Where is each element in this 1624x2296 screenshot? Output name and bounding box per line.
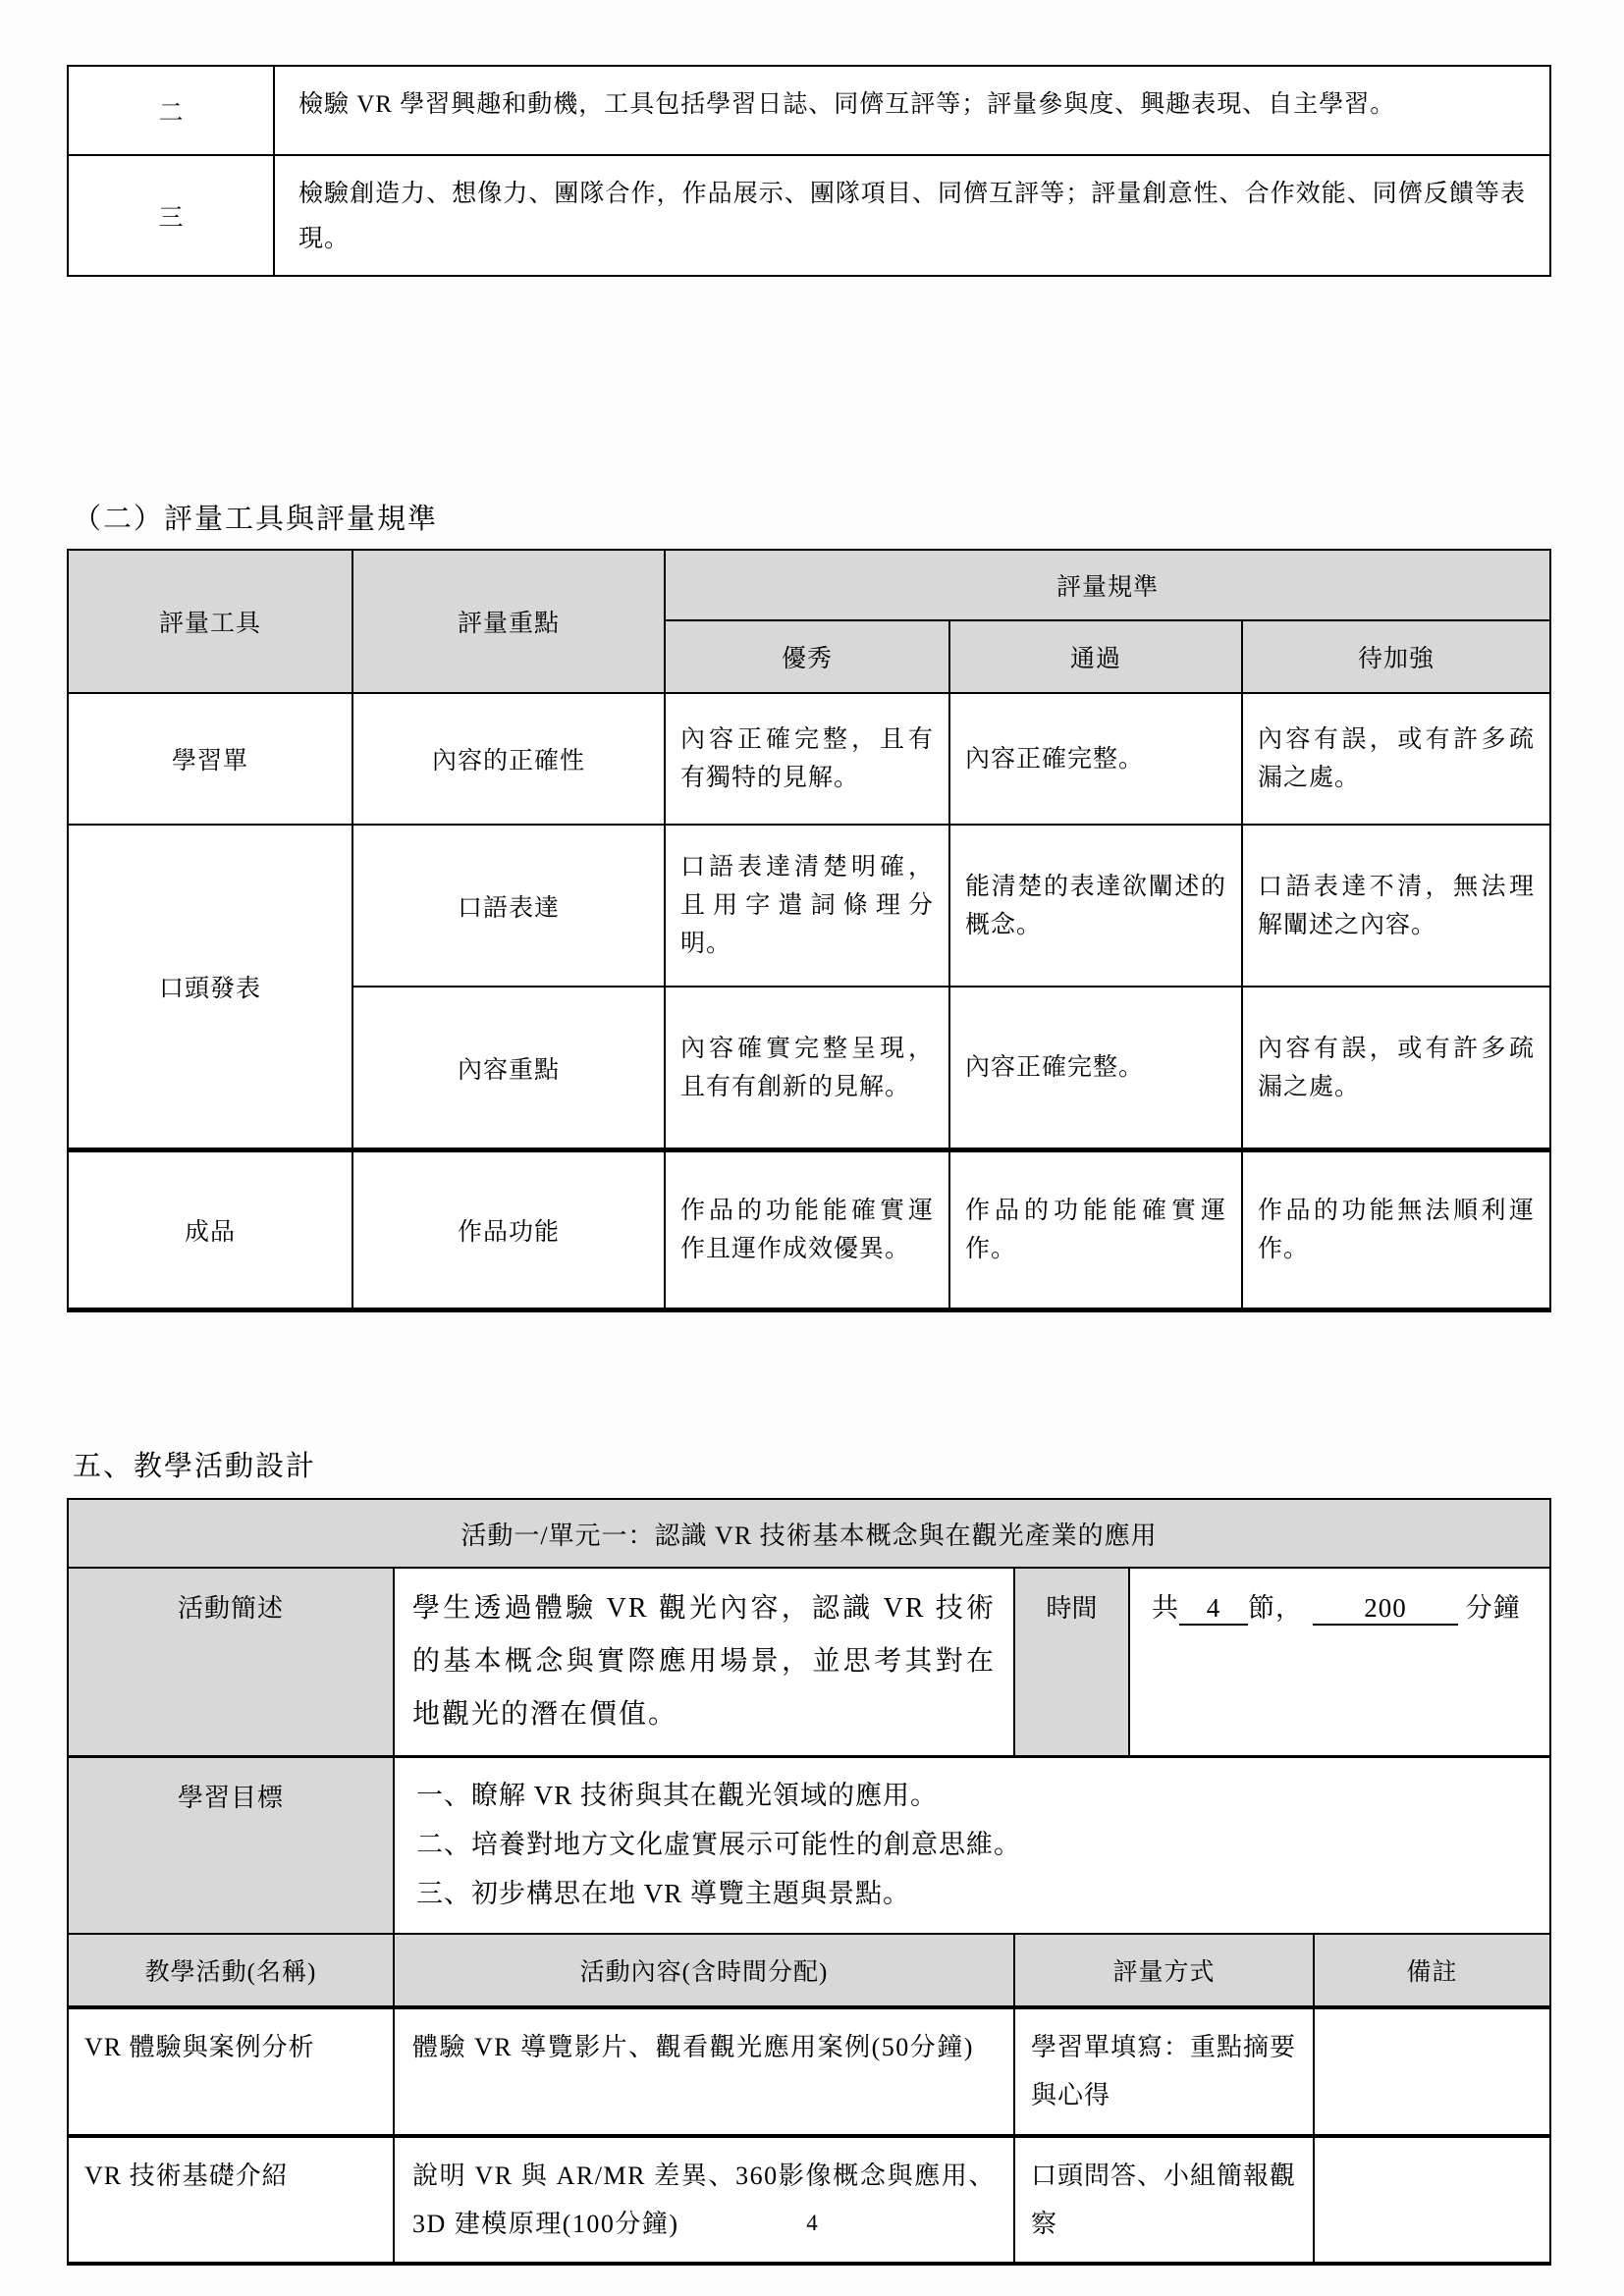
rubric-text: 內容正確完整，且有有獨特的見解。 xyxy=(680,726,934,791)
table-row xyxy=(69,156,1549,275)
learning-goals-row xyxy=(69,1758,1549,1935)
focus-name: 作品功能 xyxy=(353,1152,666,1308)
header-rubric: 評量規準 xyxy=(666,551,1549,621)
rubric-excellent xyxy=(666,988,950,1148)
rubric-text: 作品的功能能確實運作且運作成效優異。 xyxy=(680,1198,934,1262)
activity-content: 說明 VR 與 AR/MR 差異、360影像概念與應用、3D 建模原理(100分鐘) xyxy=(395,2138,1015,2263)
rubric-row-content xyxy=(353,988,1549,1148)
row-text: 檢驗創造力、想像力、團隊合作，作品展示、團隊項目、同儕互評等；評量創意性、合作效能、同儕反饋等表現。 xyxy=(298,181,1526,252)
header-tool: 評量工具 xyxy=(69,551,353,692)
table-row xyxy=(69,67,1549,156)
rubric-pass xyxy=(950,826,1243,986)
page-number: 4 xyxy=(806,2211,818,2235)
rubric-text: 內容正確完整。 xyxy=(965,1054,1145,1081)
header-focus: 評量重點 xyxy=(353,551,666,692)
header-notes: 備註 xyxy=(1315,1935,1549,2005)
rubric-level-row xyxy=(666,621,1549,692)
activity-assessment: 學習單填寫：重點摘要與心得 xyxy=(1015,2009,1315,2134)
goal-item: 二、培養對地方文化虛實展示可能性的創意思維。 xyxy=(416,1830,1021,1860)
rubric-text: 內容確實完整呈現，且有有創新的見解。 xyxy=(680,1035,934,1100)
time-value xyxy=(1130,1569,1549,1755)
activity-brief-row xyxy=(69,1569,1549,1758)
focus-name: 內容重點 xyxy=(353,988,666,1148)
rubric-pass xyxy=(950,694,1243,824)
activity-title: 活動一/單元一：認識 VR 技術基本概念與在觀光產業的應用 xyxy=(69,1500,1549,1567)
rubric-text: 口語表達不清，無法理解闡述之內容。 xyxy=(1258,873,1535,938)
rubric-pass xyxy=(950,988,1243,1148)
rubric-header-group xyxy=(666,551,1549,692)
row-index: 三 xyxy=(69,156,275,275)
time-suffix: 分鐘 xyxy=(1465,1593,1521,1623)
rubric-text: 內容有誤，或有許多疏漏之處。 xyxy=(1258,1035,1535,1100)
rubric-group-oral xyxy=(69,826,1549,1152)
header-level-pass: 通過 xyxy=(950,621,1243,692)
activity-assessment: 口頭問答、小組簡報觀察 xyxy=(1015,2138,1315,2263)
activity-name xyxy=(69,2009,395,2134)
rubric-improve xyxy=(1243,988,1549,1148)
goal-item: 一、瞭解 VR 技術與其在觀光領域的應用。 xyxy=(416,1781,939,1811)
rubric-excellent xyxy=(666,826,950,986)
goals-label: 學習目標 xyxy=(69,1758,395,1933)
time-label: 時間 xyxy=(1015,1569,1130,1755)
rubric-text: 內容有誤，或有許多疏漏之處。 xyxy=(1258,726,1535,791)
activity-columns-header-row xyxy=(69,1935,1549,2009)
time-unit: 節， xyxy=(1248,1593,1303,1623)
section-heading-assessment-tools: （二）評量工具與評量規準 xyxy=(73,504,439,535)
rubric-table xyxy=(67,549,1551,1312)
activity-note xyxy=(1315,2009,1549,2134)
assessment-dimensions-table xyxy=(67,65,1551,277)
row-index: 二 xyxy=(69,67,275,154)
activity-name xyxy=(69,2138,395,2263)
rubric-row-speech xyxy=(353,826,1549,988)
activity-note xyxy=(1315,2138,1549,2263)
rubric-text: 能清楚的表達欲闡述的概念。 xyxy=(965,873,1226,938)
brief-text: 學生透過體驗 VR 觀光內容，認識 VR 技術的基本概念與實際應用場景，並思考其對在地觀光的潛在價值。 xyxy=(395,1569,1015,1755)
header-activity-content: 活動內容(含時間分配) xyxy=(395,1935,1015,2005)
rubric-improve xyxy=(1243,694,1549,824)
rubric-group-rows xyxy=(353,826,1549,1148)
rubric-text: 作品的功能無法順利運作。 xyxy=(1258,1198,1535,1262)
activity-design-table xyxy=(67,1498,1551,2266)
activity-row xyxy=(69,2009,1549,2138)
rubric-improve xyxy=(1243,826,1549,986)
rubric-header-row xyxy=(69,551,1549,694)
rubric-row-product xyxy=(69,1152,1549,1308)
rubric-pass xyxy=(950,1152,1243,1308)
brief-label: 活動簡述 xyxy=(69,1569,395,1755)
rubric-excellent xyxy=(666,1152,950,1308)
rubric-text: 內容正確完整。 xyxy=(965,745,1145,773)
header-level-excellent: 優秀 xyxy=(666,621,950,692)
tool-name: 口頭發表 xyxy=(69,826,353,1148)
activity-name-text: VR 技術基礎介紹 xyxy=(84,2161,289,2190)
tool-name: 學習單 xyxy=(69,694,353,824)
time-minutes-value: 200 xyxy=(1313,1593,1458,1626)
header-assessment-method: 評量方式 xyxy=(1015,1935,1315,2005)
goal-item: 三、初步構思在地 VR 導覽主題與景點。 xyxy=(416,1878,911,1908)
rubric-improve xyxy=(1243,1152,1549,1308)
activity-content: 體驗 VR 導覽影片、觀看觀光應用案例(50分鐘) xyxy=(395,2009,1015,2134)
header-activity-name: 教學活動(名稱) xyxy=(69,1935,395,2005)
tool-name: 成品 xyxy=(69,1152,353,1308)
goals-list xyxy=(395,1758,1549,1933)
rubric-excellent xyxy=(666,694,950,824)
row-text: 檢驗 VR 學習興趣和動機，工具包括學習日誌、同儕互評等；評量參與度、興趣表現、自主學習。 xyxy=(298,91,1396,118)
focus-name: 內容的正確性 xyxy=(353,694,666,824)
activity-name-text: VR 體驗與案例分析 xyxy=(84,2032,315,2061)
focus-name: 口語表達 xyxy=(353,826,666,986)
time-prefix: 共 xyxy=(1152,1593,1179,1623)
activity-row xyxy=(69,2138,1549,2263)
section-heading-teaching-activities: 五、教學活動設計 xyxy=(73,1451,317,1482)
rubric-text: 口語表達清楚明確，且用字遣詞條理分明。 xyxy=(680,854,934,957)
header-level-improve: 待加強 xyxy=(1357,646,1435,672)
rubric-row-worksheet xyxy=(69,694,1549,826)
time-sessions-value: 4 xyxy=(1179,1593,1248,1626)
rubric-text: 作品的功能能確實運作。 xyxy=(965,1198,1226,1262)
activity-title-row xyxy=(69,1500,1549,1569)
